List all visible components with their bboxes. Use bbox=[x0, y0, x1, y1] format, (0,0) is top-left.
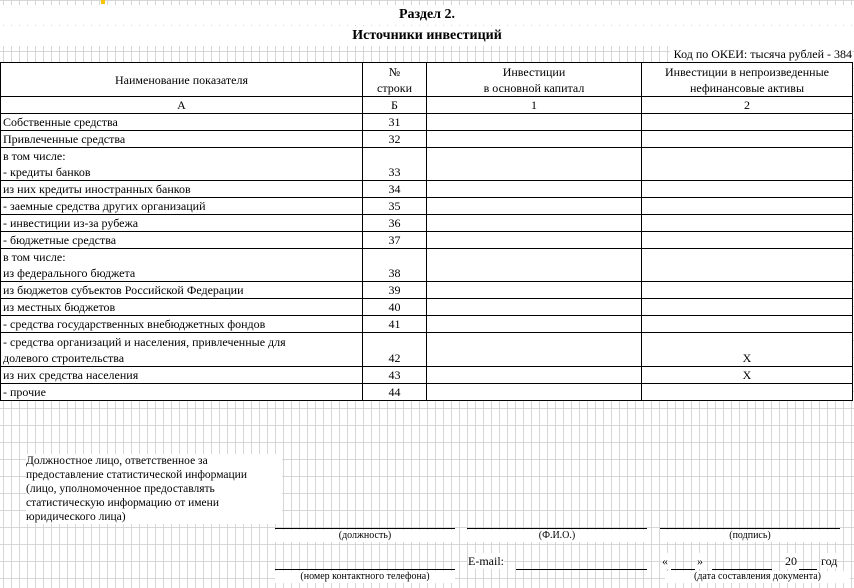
input-cell-col2[interactable] bbox=[642, 299, 853, 316]
fio-caption: (Ф.И.О.) bbox=[467, 530, 647, 542]
row-label[interactable]: из них средства населения bbox=[1, 367, 363, 384]
okei-code: Код по ОКЕИ: тысяча рублей - 384 bbox=[670, 46, 852, 62]
input-cell-col1[interactable] bbox=[427, 131, 642, 148]
row-label[interactable]: - средства государственных внебюджетных фондов bbox=[1, 316, 363, 333]
row-code[interactable]: 32 bbox=[363, 131, 427, 148]
input-cell-col2[interactable] bbox=[642, 316, 853, 333]
input-cell-col1[interactable] bbox=[427, 249, 642, 266]
table-row bbox=[1, 282, 853, 299]
year-word: год bbox=[821, 554, 838, 568]
row-label[interactable]: из бюджетов субъектов Российской Федерации bbox=[1, 282, 363, 299]
row-label[interactable]: из местных бюджетов bbox=[1, 299, 363, 316]
input-cell-col1[interactable] bbox=[427, 265, 642, 282]
investment-sources-table bbox=[0, 62, 853, 401]
header-nonproduced-assets[interactable]: Инвестиции в непроизведенные нефинансовые активы bbox=[642, 63, 853, 97]
fio-line[interactable] bbox=[467, 528, 647, 529]
date-close-quote: » bbox=[697, 554, 703, 568]
table-row bbox=[1, 367, 853, 384]
row-label[interactable]: - инвестиции из-за рубежа bbox=[1, 215, 363, 232]
table-row bbox=[1, 249, 853, 266]
subheader-1[interactable]: 1 bbox=[427, 97, 642, 114]
row-code[interactable]: 44 bbox=[363, 384, 427, 401]
table-row bbox=[1, 232, 853, 249]
row-code[interactable]: 34 bbox=[363, 181, 427, 198]
input-cell-col1[interactable] bbox=[427, 316, 642, 333]
input-cell-col1[interactable] bbox=[427, 367, 642, 384]
table-row bbox=[1, 131, 853, 148]
table-row bbox=[1, 114, 853, 131]
row-code[interactable]: 41 bbox=[363, 316, 427, 333]
cell-selection-marker bbox=[101, 0, 105, 4]
row-label[interactable]: - средства организаций и населения, привлеченные для долевого строительства bbox=[1, 333, 363, 367]
subheader-2[interactable]: 2 bbox=[642, 97, 853, 114]
email-label: E-mail: bbox=[468, 554, 504, 568]
input-cell-col1[interactable] bbox=[427, 215, 642, 232]
position-line[interactable] bbox=[275, 528, 455, 529]
email-field[interactable] bbox=[516, 569, 647, 570]
input-cell-col1[interactable] bbox=[427, 198, 642, 215]
table-row bbox=[1, 333, 853, 367]
input-cell-col1[interactable] bbox=[427, 299, 642, 316]
row-label[interactable]: Привлеченные средства bbox=[1, 131, 363, 148]
header-fixed-capital[interactable]: Инвестиции в основной капитал bbox=[427, 63, 642, 97]
date-month-field[interactable] bbox=[712, 569, 772, 570]
row-code[interactable]: 42 bbox=[363, 333, 427, 367]
row-code[interactable]: 38 bbox=[363, 265, 427, 282]
input-cell-col2[interactable] bbox=[642, 384, 853, 401]
row-code[interactable] bbox=[363, 148, 427, 165]
table-row bbox=[1, 316, 853, 333]
row-code[interactable]: 43 bbox=[363, 367, 427, 384]
year-prefix: 20 bbox=[785, 554, 797, 568]
input-cell-col1[interactable] bbox=[427, 114, 642, 131]
table-row bbox=[1, 299, 853, 316]
row-label[interactable]: в том числе: bbox=[1, 148, 363, 165]
row-label[interactable]: из них кредиты иностранных банков bbox=[1, 181, 363, 198]
table-row bbox=[1, 181, 853, 198]
table-row bbox=[1, 164, 853, 181]
row-code[interactable]: 37 bbox=[363, 232, 427, 249]
row-label[interactable]: в том числе: bbox=[1, 249, 363, 266]
input-cell-col2[interactable] bbox=[642, 215, 853, 232]
table-row bbox=[1, 384, 853, 401]
row-label[interactable]: из федерального бюджета bbox=[1, 265, 363, 282]
table-row bbox=[1, 265, 853, 282]
date-day-field[interactable] bbox=[671, 569, 695, 570]
date-caption: (дата составления документа) bbox=[665, 571, 850, 583]
row-code[interactable]: 35 bbox=[363, 198, 427, 215]
row-code[interactable]: 31 bbox=[363, 114, 427, 131]
input-cell-col1[interactable] bbox=[427, 181, 642, 198]
subheader-a[interactable]: А bbox=[1, 97, 363, 114]
row-code[interactable]: 33 bbox=[363, 164, 427, 181]
input-cell-col1[interactable] bbox=[427, 164, 642, 181]
input-cell-col2[interactable] bbox=[642, 249, 853, 266]
row-label[interactable]: - бюджетные средства bbox=[1, 232, 363, 249]
input-cell-col2[interactable]: X bbox=[642, 333, 853, 367]
input-cell-col2[interactable] bbox=[642, 232, 853, 249]
row-label[interactable]: - заемные средства других организаций bbox=[1, 198, 363, 215]
row-code[interactable] bbox=[363, 249, 427, 266]
input-cell-col2[interactable] bbox=[642, 131, 853, 148]
header-name[interactable]: Наименование показателя bbox=[1, 63, 363, 97]
input-cell-col2[interactable] bbox=[642, 114, 853, 131]
input-cell-col2[interactable] bbox=[642, 181, 853, 198]
input-cell-col1[interactable] bbox=[427, 148, 642, 165]
row-code[interactable]: 39 bbox=[363, 282, 427, 299]
input-cell-col2[interactable] bbox=[642, 164, 853, 181]
table-row bbox=[1, 198, 853, 215]
input-cell-col2[interactable] bbox=[642, 265, 853, 282]
table-row bbox=[1, 148, 853, 165]
date-open-quote: « bbox=[662, 554, 668, 568]
date-year-field[interactable] bbox=[799, 569, 817, 570]
input-cell-col2[interactable] bbox=[642, 198, 853, 215]
section-subtitle: Источники инвестиций bbox=[0, 26, 854, 46]
responsible-person-label: Должностное лицо, ответственное за предоставление статистической информации (лицо, уполномоченное предоставлять статистическую информацию от имени юридического лица) bbox=[26, 454, 282, 524]
row-label[interactable]: - кредиты банков bbox=[1, 164, 363, 181]
input-cell-col2[interactable] bbox=[642, 282, 853, 299]
input-cell-col1[interactable] bbox=[427, 232, 642, 249]
phone-caption: (номер контактного телефона) bbox=[275, 571, 455, 583]
subheader-b[interactable]: Б bbox=[363, 97, 427, 114]
signature-line[interactable] bbox=[660, 528, 840, 529]
row-code[interactable]: 40 bbox=[363, 299, 427, 316]
table-row bbox=[1, 215, 853, 232]
input-cell-col2[interactable] bbox=[642, 148, 853, 165]
row-label[interactable]: - прочие bbox=[1, 384, 363, 401]
input-cell-col1[interactable] bbox=[427, 384, 642, 401]
position-caption: (должность) bbox=[275, 530, 455, 542]
row-label[interactable]: Собственные средства bbox=[1, 114, 363, 131]
header-row-number[interactable]: № строки bbox=[363, 63, 427, 97]
input-cell-col2[interactable]: X bbox=[642, 367, 853, 384]
input-cell-col1[interactable] bbox=[427, 282, 642, 299]
phone-line[interactable] bbox=[275, 569, 455, 570]
input-cell-col1[interactable] bbox=[427, 333, 642, 367]
signature-caption: (подпись) bbox=[660, 530, 840, 542]
section-title: Раздел 2. bbox=[0, 5, 854, 25]
row-code[interactable]: 36 bbox=[363, 215, 427, 232]
